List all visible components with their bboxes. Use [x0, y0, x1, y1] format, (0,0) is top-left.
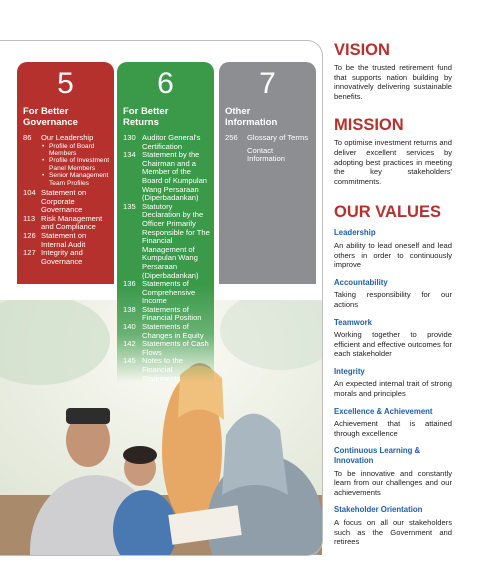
- item-text: Statement on Internal Audit: [41, 231, 87, 249]
- value-text: Achievement that is attained through excellence: [334, 419, 452, 438]
- value-name: Accountability: [334, 277, 388, 287]
- vision-text: To be the trusted retirement fund that supports nation building by innovatively delivering sustainable benefits.: [334, 63, 452, 101]
- page-number: 104: [23, 188, 36, 198]
- contents-subitem[interactable]: • Profile of Board Members: [23, 143, 111, 158]
- page-number: 145: [123, 356, 136, 366]
- contents-item[interactable]: [225, 147, 313, 164]
- value-name: Stakeholder Orientation: [334, 505, 423, 515]
- item-text: Statement on Corporate Governance: [41, 188, 87, 215]
- vision-heading: VISION: [334, 41, 390, 59]
- item-text: Statements of Changes in Equity: [142, 322, 204, 340]
- item-text: Glossary of Terms: [247, 133, 309, 142]
- section-tab-other-information[interactable]: [219, 62, 316, 284]
- vision-mission-values: [334, 40, 452, 547]
- value-name: Teamwork: [334, 317, 372, 327]
- section-title-line1: Other: [225, 106, 251, 117]
- section-title-line1: For Better: [23, 106, 69, 117]
- value-name: Excellence & Achievement: [334, 406, 433, 416]
- contents-list: [123, 134, 211, 382]
- mission-heading: MISSION: [334, 116, 404, 135]
- page-number: 134: [123, 150, 136, 160]
- page-number: 138: [123, 304, 136, 314]
- section-title: [123, 107, 168, 128]
- page-number: 127: [23, 248, 36, 258]
- contents-item[interactable]: [23, 249, 111, 266]
- contents-item[interactable]: [23, 215, 111, 232]
- page-number: 140: [123, 322, 136, 332]
- page-number: 136: [123, 279, 136, 289]
- contents-item[interactable]: [23, 134, 111, 143]
- value-text: An expected internal trait of strong morals and principles: [334, 379, 452, 399]
- section-tab-returns[interactable]: [117, 62, 214, 382]
- value-text: To be innovative and constantly learn from our challenges and our achievements: [334, 468, 452, 497]
- section-number: 5: [57, 67, 74, 100]
- section-title: [225, 107, 277, 128]
- contents-list: [225, 134, 313, 164]
- page-number: 142: [123, 339, 136, 349]
- value-name: Continuous Learning & Innovation: [334, 446, 421, 466]
- section-tab-governance[interactable]: [17, 62, 114, 284]
- item-text: Statutory Declaration by the Officer Primarily Responsible for The Financial Management of Kumpulan Wang Persaraan (Diperbadankan): [142, 201, 210, 280]
- contents-item[interactable]: [123, 280, 211, 306]
- value-text: Working together to provide efficient and effective outcomes for each stakeholder: [334, 330, 452, 359]
- contents-item[interactable]: [123, 306, 211, 323]
- page-number: 130: [123, 133, 136, 142]
- mission-text: To optimise investment returns and deliver excellent services by adopting best practices in meeting the key stakeholders' commitments.: [334, 138, 452, 186]
- item-text: Statements of Cash Flows: [142, 339, 209, 357]
- section-title-line2: Returns: [123, 116, 159, 128]
- contents-item[interactable]: [123, 151, 211, 203]
- page-number: 135: [123, 201, 136, 211]
- item-text: Statements of Financial Position: [142, 304, 202, 323]
- item-text: Auditor General's Certification: [142, 133, 201, 151]
- item-text: Notes to the Financial Statements: [142, 356, 183, 382]
- contents-item[interactable]: [123, 203, 211, 280]
- contents-item[interactable]: [123, 323, 211, 340]
- contents-list: [23, 134, 111, 266]
- section-title-line2: Information: [225, 116, 278, 128]
- page-number: 113: [23, 213, 36, 223]
- values-heading: OUR VALUES: [334, 203, 441, 222]
- section-number: 6: [157, 67, 174, 100]
- item-text: Risk Management and Compliance: [41, 213, 103, 232]
- section-number: 7: [259, 67, 276, 100]
- item-text: Statement by the Chairman and a Member of the Board of Kumpulan Wang Persaraan (Diperbadankan): [142, 150, 208, 203]
- contents-subitem[interactable]: • Profile of Investment Panel Members: [23, 157, 111, 172]
- item-text: Integrity and Governance: [41, 248, 83, 266]
- item-text: Contact Information: [247, 145, 285, 164]
- contents-item[interactable]: [225, 134, 313, 143]
- item-text: Statements of Comprehensive Income: [142, 279, 196, 306]
- contents-item[interactable]: [123, 340, 211, 357]
- value-text: An ability to lead oneself and lead others in order to continuously improve: [334, 240, 452, 270]
- value-text: Taking responsibility for our actions: [334, 290, 452, 309]
- value-name: Leadership: [334, 228, 376, 238]
- section-title-line1: For Better: [123, 106, 169, 117]
- page-number: 256: [225, 133, 238, 142]
- contents-item[interactable]: [123, 357, 211, 382]
- section-title: [23, 107, 78, 128]
- item-text: Our Leadership: [41, 133, 94, 142]
- page-number: 86: [23, 133, 32, 142]
- value-name: Integrity: [334, 366, 365, 376]
- section-title-line2: Governance: [23, 116, 78, 128]
- value-text: A focus on all our stakeholders such as the Government and retirees: [334, 518, 452, 547]
- contents-subitem[interactable]: • Senior Management Team Profiles: [23, 172, 111, 187]
- contents-item[interactable]: [23, 232, 111, 249]
- contents-item[interactable]: [123, 134, 211, 151]
- page-number: 126: [23, 231, 36, 240]
- contents-item[interactable]: [23, 189, 111, 215]
